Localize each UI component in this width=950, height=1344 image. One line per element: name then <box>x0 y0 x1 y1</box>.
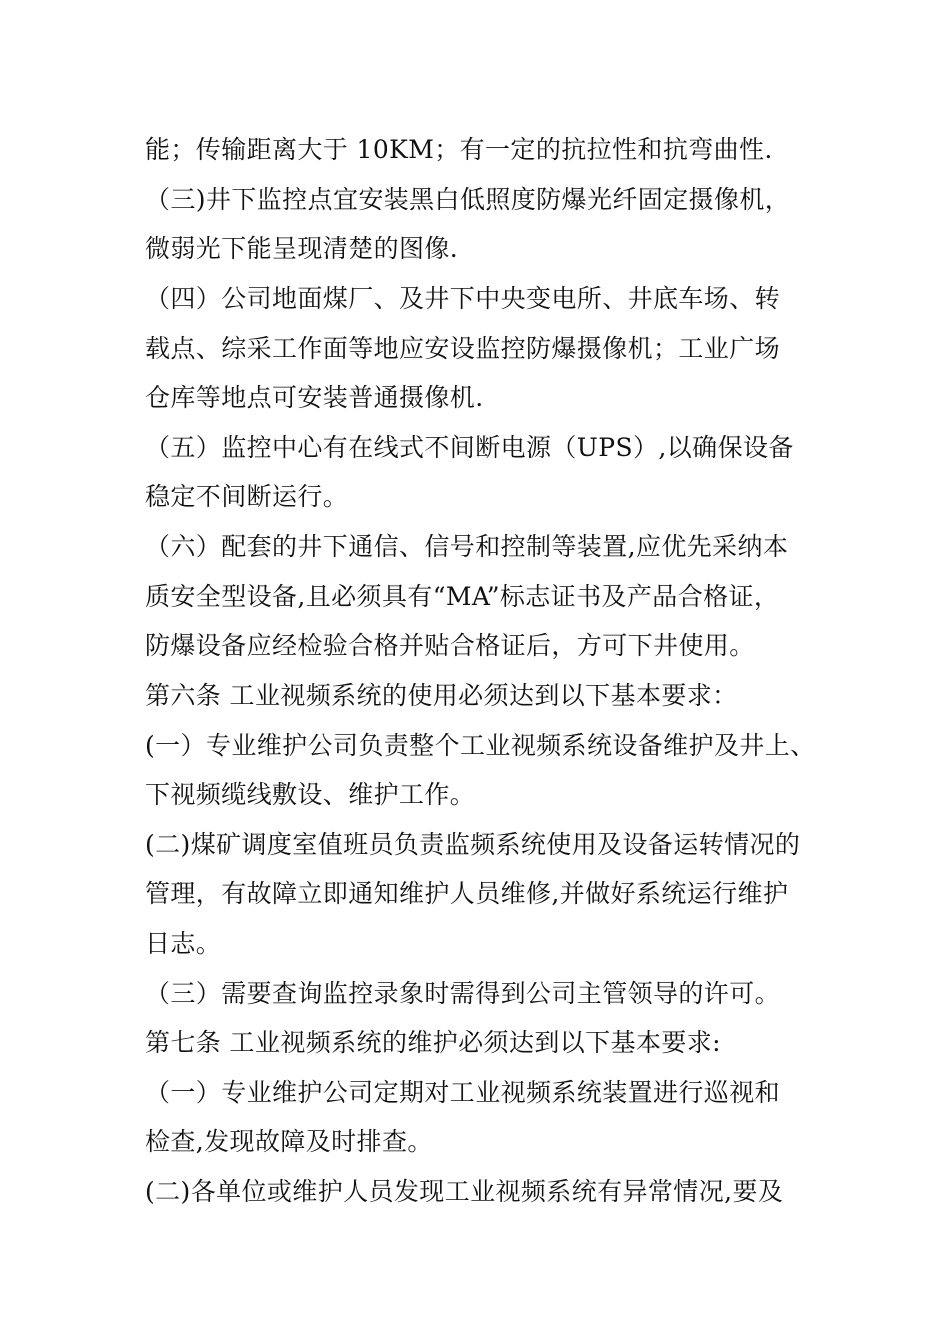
text-line: 载点、综采工作面等地应安设监控防爆摄像机；工业广场 <box>145 334 781 363</box>
text-line: 能；传输距离大于 10KM；有一定的抗拉性和抗弯曲性. <box>145 135 773 164</box>
text-line: 日志。 <box>145 929 222 958</box>
text-line: 防爆设备应经检验合格并贴合格证后，方可下井使用。 <box>145 631 755 660</box>
text-line: (二)煤矿调度室值班员负责监频系统使用及设备运转情况的 <box>145 830 801 859</box>
text-line: （一）专业维护公司定期对工业视频系统装置进行巡视和 <box>145 1078 781 1107</box>
text-line: 检查,发现故障及时排查。 <box>145 1127 433 1156</box>
text-line: 稳定不间断运行。 <box>145 482 349 511</box>
text-line: (二)各单位或维护人员发现工业视频系统有异常情况,要及 <box>145 1177 784 1206</box>
text-line: (一）专业维护公司负责整个工业视频系统设备维护及井上、 <box>145 731 816 760</box>
text-line: （三）需要查询监控录象时需得到公司主管领导的许可。 <box>145 979 781 1008</box>
section-heading: 第六条 工业视频系统的使用必须达到以下基本要求： <box>145 681 738 710</box>
text-line: 质安全型设备,且必须具有“MA”标志证书及产品合格证， <box>145 582 780 611</box>
text-line: （三)井下监控点宜安装黑白低照度防爆光纤固定摄像机， <box>145 185 791 214</box>
section-heading: 第七条 工业视频系统的维护必须达到以下基本要求: <box>145 1028 721 1057</box>
text-line: 微弱光下能呈现清楚的图像. <box>145 234 459 263</box>
text-line: （五）监控中心有在线式不间断电源（UPS）,以确保设备 <box>145 433 794 462</box>
text-line: （六）配套的井下通信、信号和控制等装置,应优先采纳本 <box>145 532 789 561</box>
text-line: （四）公司地面煤厂、及井下中央变电所、井底车场、转 <box>145 284 781 313</box>
text-line: 管理，有故障立即通知维护人员维修,并做好系统运行维护 <box>145 879 789 908</box>
text-line: 仓库等地点可安装普通摄像机. <box>145 383 484 412</box>
text-line: 下视频缆线敷设、维护工作。 <box>145 780 476 809</box>
